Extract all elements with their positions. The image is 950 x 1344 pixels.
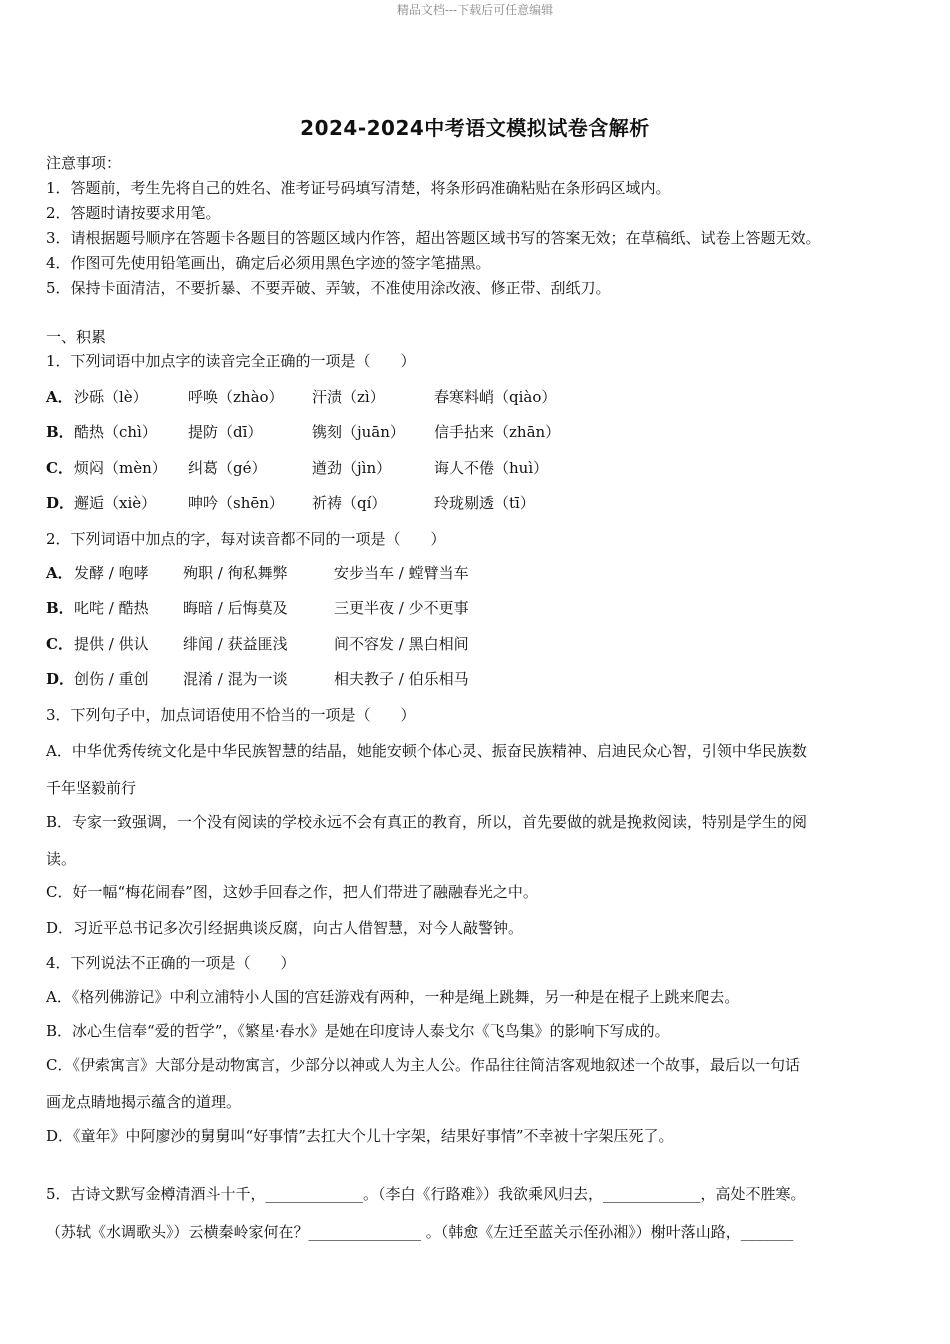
option-term: 烦闷（mèn） <box>74 459 167 477</box>
option-term: 汗渍（zì） <box>312 388 385 406</box>
q4-option-d: D．《童年》中阿廖沙的舅舅叫“好事情”去扛大个儿十字架，结果好事情”不幸被十字架压死了。 <box>46 1127 674 1145</box>
q3-option-a-cont: 千年坚毅前行 <box>46 779 137 797</box>
option-term: 提防（dī） <box>188 423 263 441</box>
option-label: B． <box>46 423 74 441</box>
option-term: 叱咤 / 酷热 <box>74 599 149 617</box>
notice-item-3: 3．请根据题号顺序在答题卡各题目的答题区域内作答，超出答题区域书写的答案无效；在草稿纸、试卷上答题无效。 <box>46 229 821 247</box>
notice-item-2: 2．答题时请按要求用笔。 <box>46 204 221 222</box>
notice-item-4: 4．作图可先使用铅笔画出，确定后必须用黑色字迹的签字笔描黑。 <box>46 254 491 272</box>
notice-heading: 注意事项： <box>46 154 122 172</box>
option-term: 发酵 / 咆哮 <box>74 564 149 582</box>
option-term: 相夫教子 / 伯乐相马 <box>334 670 469 688</box>
q3-option-a: A．中华优秀传统文化是中华民族智慧的结晶，她能安顿个体心灵、振奋民族精神、启迪民众心智，引领中华民族数 <box>46 742 807 760</box>
q3-option-c: C．好一幅“梅花闹春”图，这妙手回春之作，把人们带进了融融春光之中。 <box>46 883 538 901</box>
option-label: B． <box>46 599 74 617</box>
page-header: 精品文档---下载后可任意编辑 <box>396 3 554 17</box>
option-term: 沙砾（lè） <box>74 388 148 406</box>
option-term: 春寒料峭（qiào） <box>434 388 557 406</box>
option-term: 镌刻（juān） <box>312 423 405 441</box>
option-label: C． <box>46 635 73 653</box>
option-term: 提供 / 供认 <box>74 635 149 653</box>
option-label: D． <box>46 670 75 688</box>
option-label: A． <box>46 564 73 582</box>
q4-option-b: B．冰心生信奉“爱的哲学”，《繁星·春水》是她在印度诗人泰戈尔《飞鸟集》的影响下写成的。 <box>46 1022 670 1040</box>
option-term: 祈祷（qí） <box>312 494 387 512</box>
option-term: 诲人不倦（huì） <box>434 459 549 477</box>
option-term: 间不容发 / 黑白相间 <box>334 635 469 653</box>
q3-stem: 3．下列句子中，加点词语使用不恰当的一项是（ ） <box>46 706 416 724</box>
option-term: 纠葛（gé） <box>188 459 267 477</box>
option-term: 邂逅（xiè） <box>74 494 157 512</box>
page-title: 2024-2024中考语文模拟试卷含解析 <box>300 116 650 140</box>
q3-option-d: D．习近平总书记多次引经据典谈反腐，向古人借智慧，对今人敲警钟。 <box>46 919 524 937</box>
option-label: C． <box>46 459 73 477</box>
q4-option-c-cont: 画龙点睛地揭示蕴含的道理。 <box>46 1093 242 1111</box>
q5-line-2: （苏轼《水调歌头》）云横秦岭家何在？_______________ 。（韩愈《左迁至蓝关示侄孙湘》）榭叶落山路，_______ <box>46 1223 794 1241</box>
notice-item-1: 1．答题前，考生先将自己的姓名、准考证号码填写清楚，将条形码准确粘贴在条形码区域内。 <box>46 179 671 197</box>
q4-option-c: C．《伊索寓言》大部分是动物寓言，少部分以神或人为主人公。作品往往简洁客观地叙述一个故事，最后以一句话 <box>46 1056 800 1074</box>
section-heading: 一、积累 <box>46 328 107 346</box>
option-term: 创伤 / 重创 <box>74 670 149 688</box>
q5-line-1: 5．古诗文默写金樽清酒斗十千，_____________。（李白《行路难》）我欲乘风归去，_____________，高处不胜寒。 <box>46 1185 806 1203</box>
notice-item-5: 5．保持卡面清洁，不要折暴、不要弄破、弄皱，不准使用涂改液、修正带、刮纸刀。 <box>46 279 611 297</box>
q3-option-b: B．专家一致强调，一个没有阅读的学校永远不会有真正的教育，所以，首先要做的就是挽救阅读，特别是学生的阅 <box>46 813 808 831</box>
q3-option-b-cont: 读。 <box>46 850 77 868</box>
option-term: 玲珑剔透（tī） <box>434 494 535 512</box>
option-label: A． <box>46 388 73 406</box>
q1-stem: 1．下列词语中加点字的读音完全正确的一项是（ ） <box>46 352 416 370</box>
option-term: 绯闻 / 获益匪浅 <box>183 635 288 653</box>
option-term: 晦暗 / 后悔莫及 <box>183 599 288 617</box>
option-term: 酷热（chì） <box>74 423 157 441</box>
option-label: D． <box>46 494 75 512</box>
option-term: 信手拈来（zhān） <box>434 423 561 441</box>
option-term: 呻吟（shēn） <box>188 494 284 512</box>
option-term: 殉职 / 徇私舞弊 <box>183 564 288 582</box>
q4-stem: 4．下列说法不正确的一项是（ ） <box>46 954 296 972</box>
option-term: 三更半夜 / 少不更事 <box>334 599 469 617</box>
q4-option-a: A．《格列佛游记》中利立浦特小人国的宫廷游戏有两种，一种是绳上跳舞，另一种是在棍子上跳来爬去。 <box>46 988 740 1006</box>
option-term: 安步当车 / 螳臂当车 <box>334 564 469 582</box>
option-term: 遒劲（jìn） <box>312 459 392 477</box>
q2-stem: 2．下列词语中加点的字，每对读音都不同的一项是（ ） <box>46 530 446 548</box>
option-term: 呼唤（zhào） <box>188 388 284 406</box>
option-term: 混淆 / 混为一谈 <box>183 670 288 688</box>
